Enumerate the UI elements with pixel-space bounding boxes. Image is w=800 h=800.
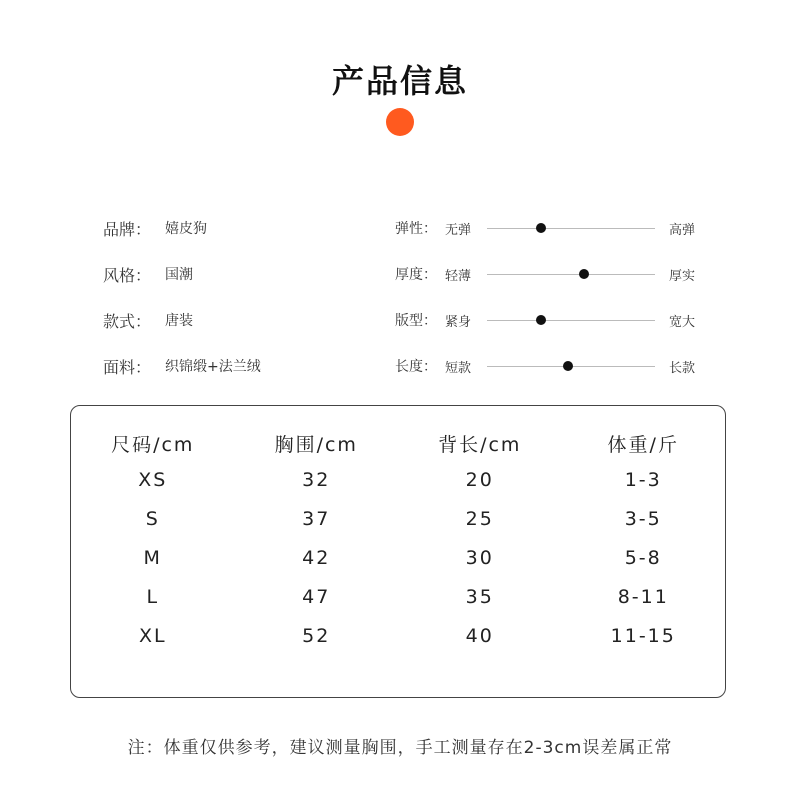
table-cell: 3-5 [624,508,662,530]
table-cell: XS [138,469,168,491]
table-cell: 52 [302,625,331,647]
scale-row-fit [395,297,695,343]
product-scales [395,205,695,389]
scale-low-label: 无弹 [445,222,472,238]
scale-high-label: 长款 [669,360,696,376]
attribute-value: 国潮 [165,267,193,283]
table-row [71,586,725,608]
table-cell: L [146,586,160,608]
column-header-chest: 胸围/cm [274,434,358,456]
scale-low-label: 紧身 [445,314,472,330]
table-cell: 5-8 [624,547,662,569]
attribute-label: 风格： [103,265,152,285]
table-row [71,625,725,647]
scale-label: 长度： [395,359,437,375]
scale-label: 弹性： [395,221,437,237]
scale-low-label: 短款 [445,360,472,376]
table-cell: M [143,547,162,569]
scale-label: 版型： [395,313,437,329]
table-row [71,469,725,491]
scale-high-label: 宽大 [669,314,696,330]
scale-indicator [536,315,546,325]
table-header-row [71,430,725,457]
column-header-weight: 体重/斤 [607,434,679,456]
scale-indicator [579,269,589,279]
attribute-value: 嬉皮狗 [165,221,207,237]
attribute-label: 品牌： [103,219,152,239]
attribute-row-brand [103,205,261,251]
table-row [71,508,725,530]
table-cell: 40 [465,625,494,647]
scale-high-label: 厚实 [669,268,696,284]
table-cell: 20 [465,469,494,491]
table-cell: 30 [465,547,494,569]
table-cell: 47 [302,586,331,608]
scale-label: 厚度： [395,267,437,283]
scale-row-elasticity [395,205,695,251]
scale-indicator [536,223,546,233]
product-attributes [103,205,261,389]
table-cell: 42 [302,547,331,569]
table-cell: 8-11 [617,586,669,608]
attribute-value: 织锦缎+法兰绒 [165,359,261,375]
page-title: 产品信息 [331,62,468,100]
scale-track [487,222,655,234]
attribute-label: 面料： [103,357,152,377]
table-cell: 35 [465,586,494,608]
scale-low-label: 轻薄 [445,268,472,284]
scale-track [487,268,655,280]
attribute-row-fabric [103,343,261,389]
size-table [70,405,726,698]
table-cell: 11-15 [610,625,676,647]
accent-dot [386,108,414,136]
scale-indicator [563,361,573,371]
table-cell: 32 [302,469,331,491]
table-cell: 37 [302,508,331,530]
scale-track [487,360,655,372]
scale-track [487,314,655,326]
table-cell: XL [138,625,167,647]
table-cell: 1-3 [624,469,662,491]
column-header-size: 尺码/cm [111,434,195,456]
attribute-label: 款式： [103,311,152,331]
scale-row-length [395,343,695,389]
scale-high-label: 高弹 [669,222,696,238]
table-cell: 25 [465,508,494,530]
table-row [71,547,725,569]
scale-row-thickness [395,251,695,297]
attribute-row-design [103,297,261,343]
attribute-row-style [103,251,261,297]
table-cell: S [145,508,160,530]
footnote: 注：体重仅供参考，建议测量胸围，手工测量存在2-3cm误差属正常 [127,738,673,758]
attribute-value: 唐装 [165,313,193,329]
column-header-back-length: 背长/cm [438,434,522,456]
